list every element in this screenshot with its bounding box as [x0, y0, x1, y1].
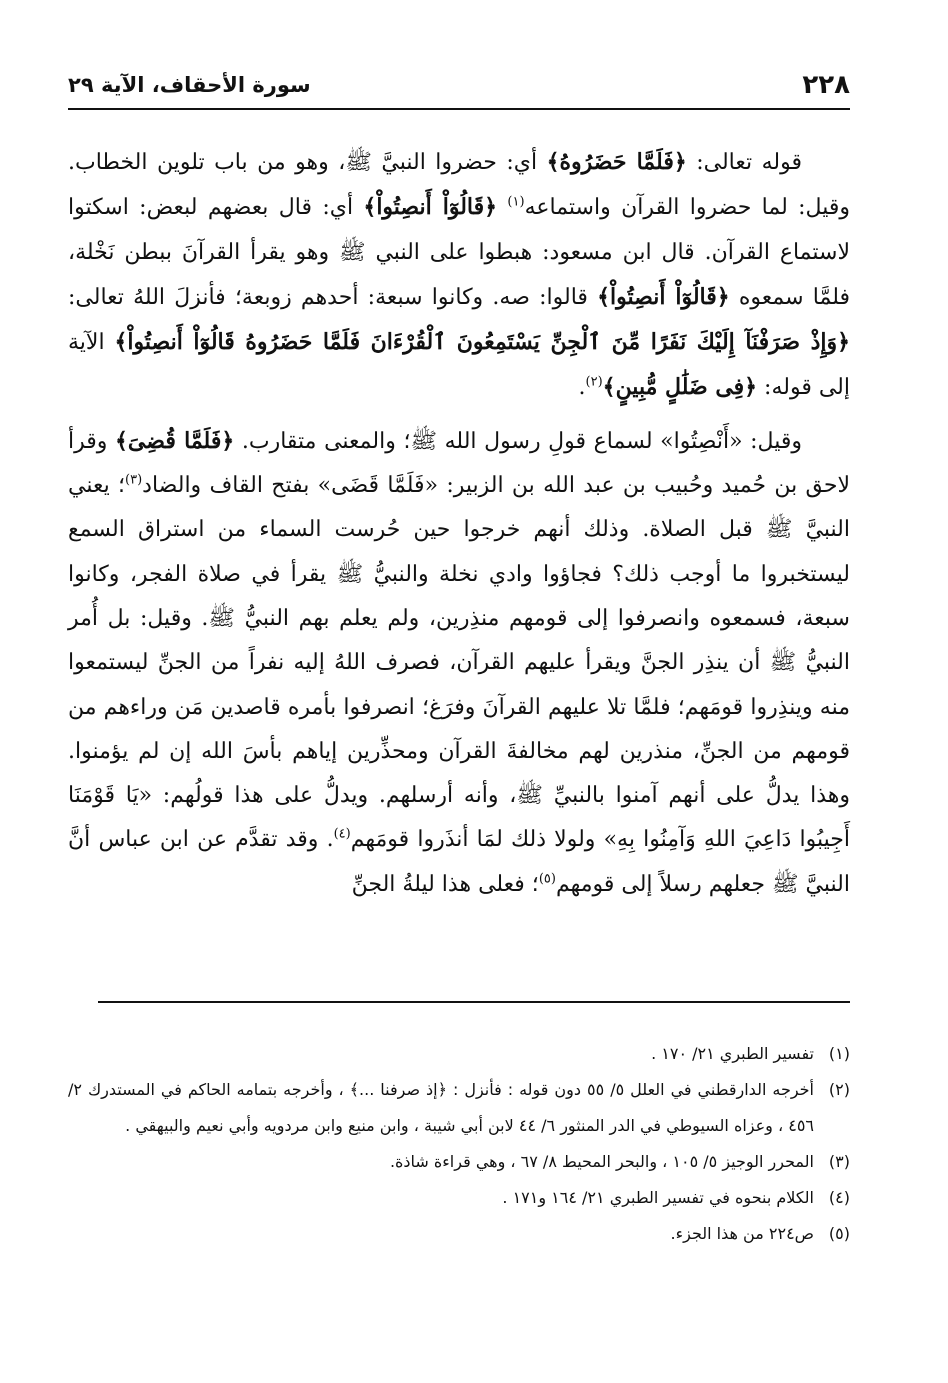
quran-quote: ﴿فَلَمَّا حَضَرُوهُ﴾ — [546, 149, 687, 175]
footnote — [68, 1072, 850, 1144]
quran-quote: ﴿قَالُوٓاْ أَنصِتُواْ﴾ — [597, 283, 730, 310]
main-text — [68, 140, 850, 907]
quran-quote: ﴿فِى ضَلَٰلٍ مُّبِينٍ﴾ — [602, 374, 758, 401]
footnote-number: (٣) — [828, 1152, 850, 1171]
footnote-number: (٥) — [828, 1224, 850, 1243]
footnote-ref: (٣) — [125, 472, 143, 488]
text-run — [497, 195, 507, 220]
footnote-number: (٤) — [828, 1188, 850, 1207]
text-run: قوله تعالى: — [686, 150, 802, 175]
text-run: . وقد تقدَّم عن ابن عباس أنَّ النبيَّ ﷺ جعلهم رسلاً إلى قومهم — [68, 827, 850, 897]
footnote — [68, 1036, 850, 1072]
text-run: قالوا: صه. وكانوا سبعة: أحدهم زوبعة؛ فأنزلَ اللهُ تعالى: — [68, 284, 598, 310]
footnote-ref: (٥) — [538, 871, 556, 887]
footnote-text: تفسير الطبري ٢١/ ١٧٠ . — [651, 1044, 814, 1063]
footnote — [68, 1144, 850, 1180]
text-run: وقيل: «أَنْصِتُوا» لسماع قولِ رسول الله ﷺ؛ والمعنى متقارب. — [234, 428, 802, 454]
quran-quote: ﴿وَإِذْ صَرَفْنَآ إِلَيْكَ نَفَرًا مِّنَ ٱلْجِنِّ يَسْتَمِعُونَ ٱلْقُرْءَانَ فَلَمَّا حَضَرُوهُ قَالُوٓاْ أَنصِتُواْ﴾ — [114, 329, 850, 356]
footnote — [68, 1216, 850, 1252]
footnote-text: المحرر الوجيز ٥/ ١٠٥ ، والبحر المحيط ٨/ ٦٧ ، وهي قراءة شاذة. — [389, 1152, 814, 1171]
footnote — [68, 1180, 850, 1216]
text-run: ؛ فعلى هذا ليلةُ الجنِّ — [351, 871, 539, 897]
footnote-ref: (٤) — [333, 827, 351, 843]
footnote-ref: (٢) — [585, 375, 603, 391]
text-run: أي: حضروا النبيَّ ﷺ، وهو من باب تلوين الخطاب. وقيل: لما حضروا القرآن واستماعه — [68, 150, 850, 221]
paragraph-2 — [68, 419, 850, 907]
text-run: أي: قال بعضهم لبعض: اسكتوا لاستماع القرآن. قال ابن مسعود: هبطوا على النبي ﷺ وهو يقرأ القرآنَ ببطن نَخْلة، فلمَّا سمعوه — [68, 195, 850, 310]
text-run: وقرأ لاحق بن حُميد وحُبيب بن عبد الله بن الزبير: «فَلَمَّا قَضَى» بفتح القاف والضاد — [68, 428, 850, 499]
footnote-number: (٢) — [828, 1080, 850, 1099]
surah-verse-title: سورة الأحقاف، الآية ٢٩ — [68, 73, 311, 97]
footnote-ref: (١) — [507, 194, 525, 210]
footnote-text: أخرجه الدارقطني في العلل ٥/ ٥٥ دون قوله : فأنزل : ﴿إذ صرفنا ...﴾ ، وأخرجه بتمامه الحاكم في المستدرك ٢/ ٤٥٦ ، وعزاه السيوطي في الدر المنثور ٦/ ٤٤ لابن أبي شيبة ، وابن منيع وابن مردويه وأبي نعيم والبيهقي . — [68, 1080, 814, 1135]
running-header — [68, 68, 850, 102]
footnote-divider — [98, 1001, 850, 1003]
footnote-number: (١) — [828, 1044, 850, 1063]
text-run: ؛ يعني النبيَّ ﷺ قبل الصلاة. وذلك أنهم خرجوا حين حُرست السماء من استراق السمع ليستخبروا ما أوجب ذلك؟ فجاؤوا وادي نخلة والنبيُّ ﷺ يقرأ في صلاة الفجر، وكانوا سبعة، فسمعوه وانصرفوا إلى قومهم منذِرين، ولم يعلم بهم النبيُّ ﷺ. وقيل: بل أُمر النبيُّ ﷺ أن ينذِر الجنَّ ويقرأ عليهم القرآن، فصرف اللهُ إليه نفراً من الجنِّ ليستمعوا منه وينذِروا قومَهم؛ فلمَّا تلا عليهم القرآنَ وفرَغ؛ انصرفوا بأمره قاصدين مَن وراءهم من قومهم من الجنِّ، منذرين لهم مخالفةَ القرآن ومحذِّرين إياهم بأسَ الله إن لم يؤمنوا. وهذا يدلُّ على أنهم آمنوا بالنبيِّ ﷺ، وأنه أرسلهم. ويدلُّ على هذا قولُهم: «يَا قَوْمَنَا أَجِيبُوا دَاعِيَ اللهِ وَآمِنُوا بِهِ» ولولا ذلك لمَا أنذَروا قومَهم — [68, 473, 850, 853]
header-divider — [68, 108, 850, 110]
footnote-text: الكلام بنحوه في تفسير الطبري ٢١/ ١٦٤ و١٧١ . — [502, 1188, 814, 1207]
quran-quote: ﴿فَلَمَّا قُضِىَ﴾ — [115, 427, 235, 454]
page-number: ٢٢٨ — [802, 70, 850, 100]
text-run: . — [578, 375, 586, 401]
text-run: الآية إلى قوله: — [68, 330, 850, 401]
footnote-text: ص٢٢٤ من هذا الجزء. — [670, 1224, 814, 1243]
footnotes — [68, 1036, 850, 1252]
paragraph-1 — [68, 140, 850, 411]
quran-quote: ﴿قَالُوٓاْ أَنصِتُواْ﴾ — [363, 194, 498, 221]
